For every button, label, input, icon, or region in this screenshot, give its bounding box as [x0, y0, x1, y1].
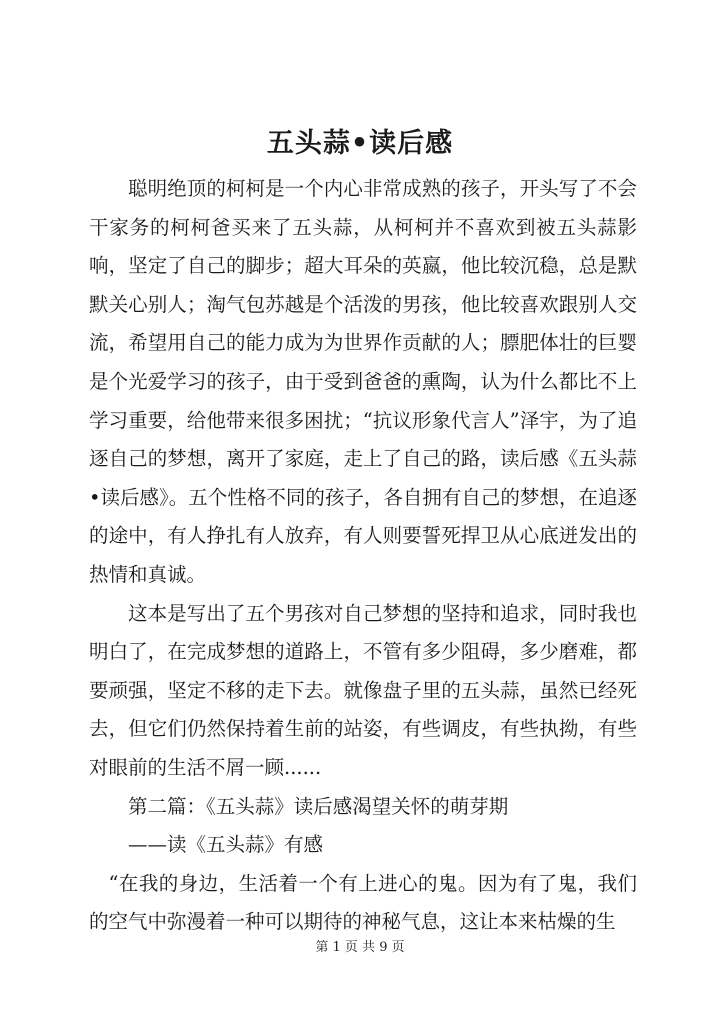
paragraph-3: “在我的身边，生活着一个有上进心的鬼。因为有了鬼，我们的空气中弥漫着一种可以期待的神秘气息，这让本来枯燥的生 — [89, 871, 637, 934]
paragraph-1: 聪明绝顶的柯柯是一个内心非常成熟的孩子，开头写了不会干家务的柯柯爸买来了五头蒜，从柯柯并不喜欢到被五头蒜影响，坚定了自己的脚步；超大耳朵的英嬴，他比较沉稳，总是默默关心别人；淘气包苏越是个活泼的男孩，他比较喜欢跟别人交流，希望用自己的能力成为为世界作贡献的人；膘肥体壮的巨婴是个光爱学习的孩子，由于受到爸爸的熏陶，认为什么都比不上学习重要，给他带来很多困扰；“抗议形象代言人”泽宇，为了追逐自己的梦想，离开了家庭，走上了自己的路，读后感《五头蒜•读后感》。五个性格不同的孩子，各自拥有自己的梦想，在追逐的途中，有人挣扎有人放弃，有人则要誓死捍卫从心底迸发出的热情和真诚。 — [89, 177, 637, 586]
section-heading: 第二篇：《五头蒜》读后感渴望关怀的萌芽期 — [128, 794, 509, 818]
document-body — [89, 170, 637, 942]
section-subheading: ——读《五头蒜》有感 — [128, 833, 324, 857]
document-title: 五头蒜•读后感 — [266, 128, 454, 159]
paragraph-2: 这本是写出了五个男孩对自己梦想的坚持和追求，同时我也明白了，在完成梦想的道路上，不管有多少阻碍，多少磨难，都要顽强，坚定不移的走下去。就像盘子里的五头蒜，虽然已经死去，但它们仍然保持着生前的站姿，有些调皮，有些执拗，有些对眼前的生活不屑一顾...... — [89, 601, 637, 779]
page-footer: 第 1 页 共 9 页 — [315, 940, 405, 955]
